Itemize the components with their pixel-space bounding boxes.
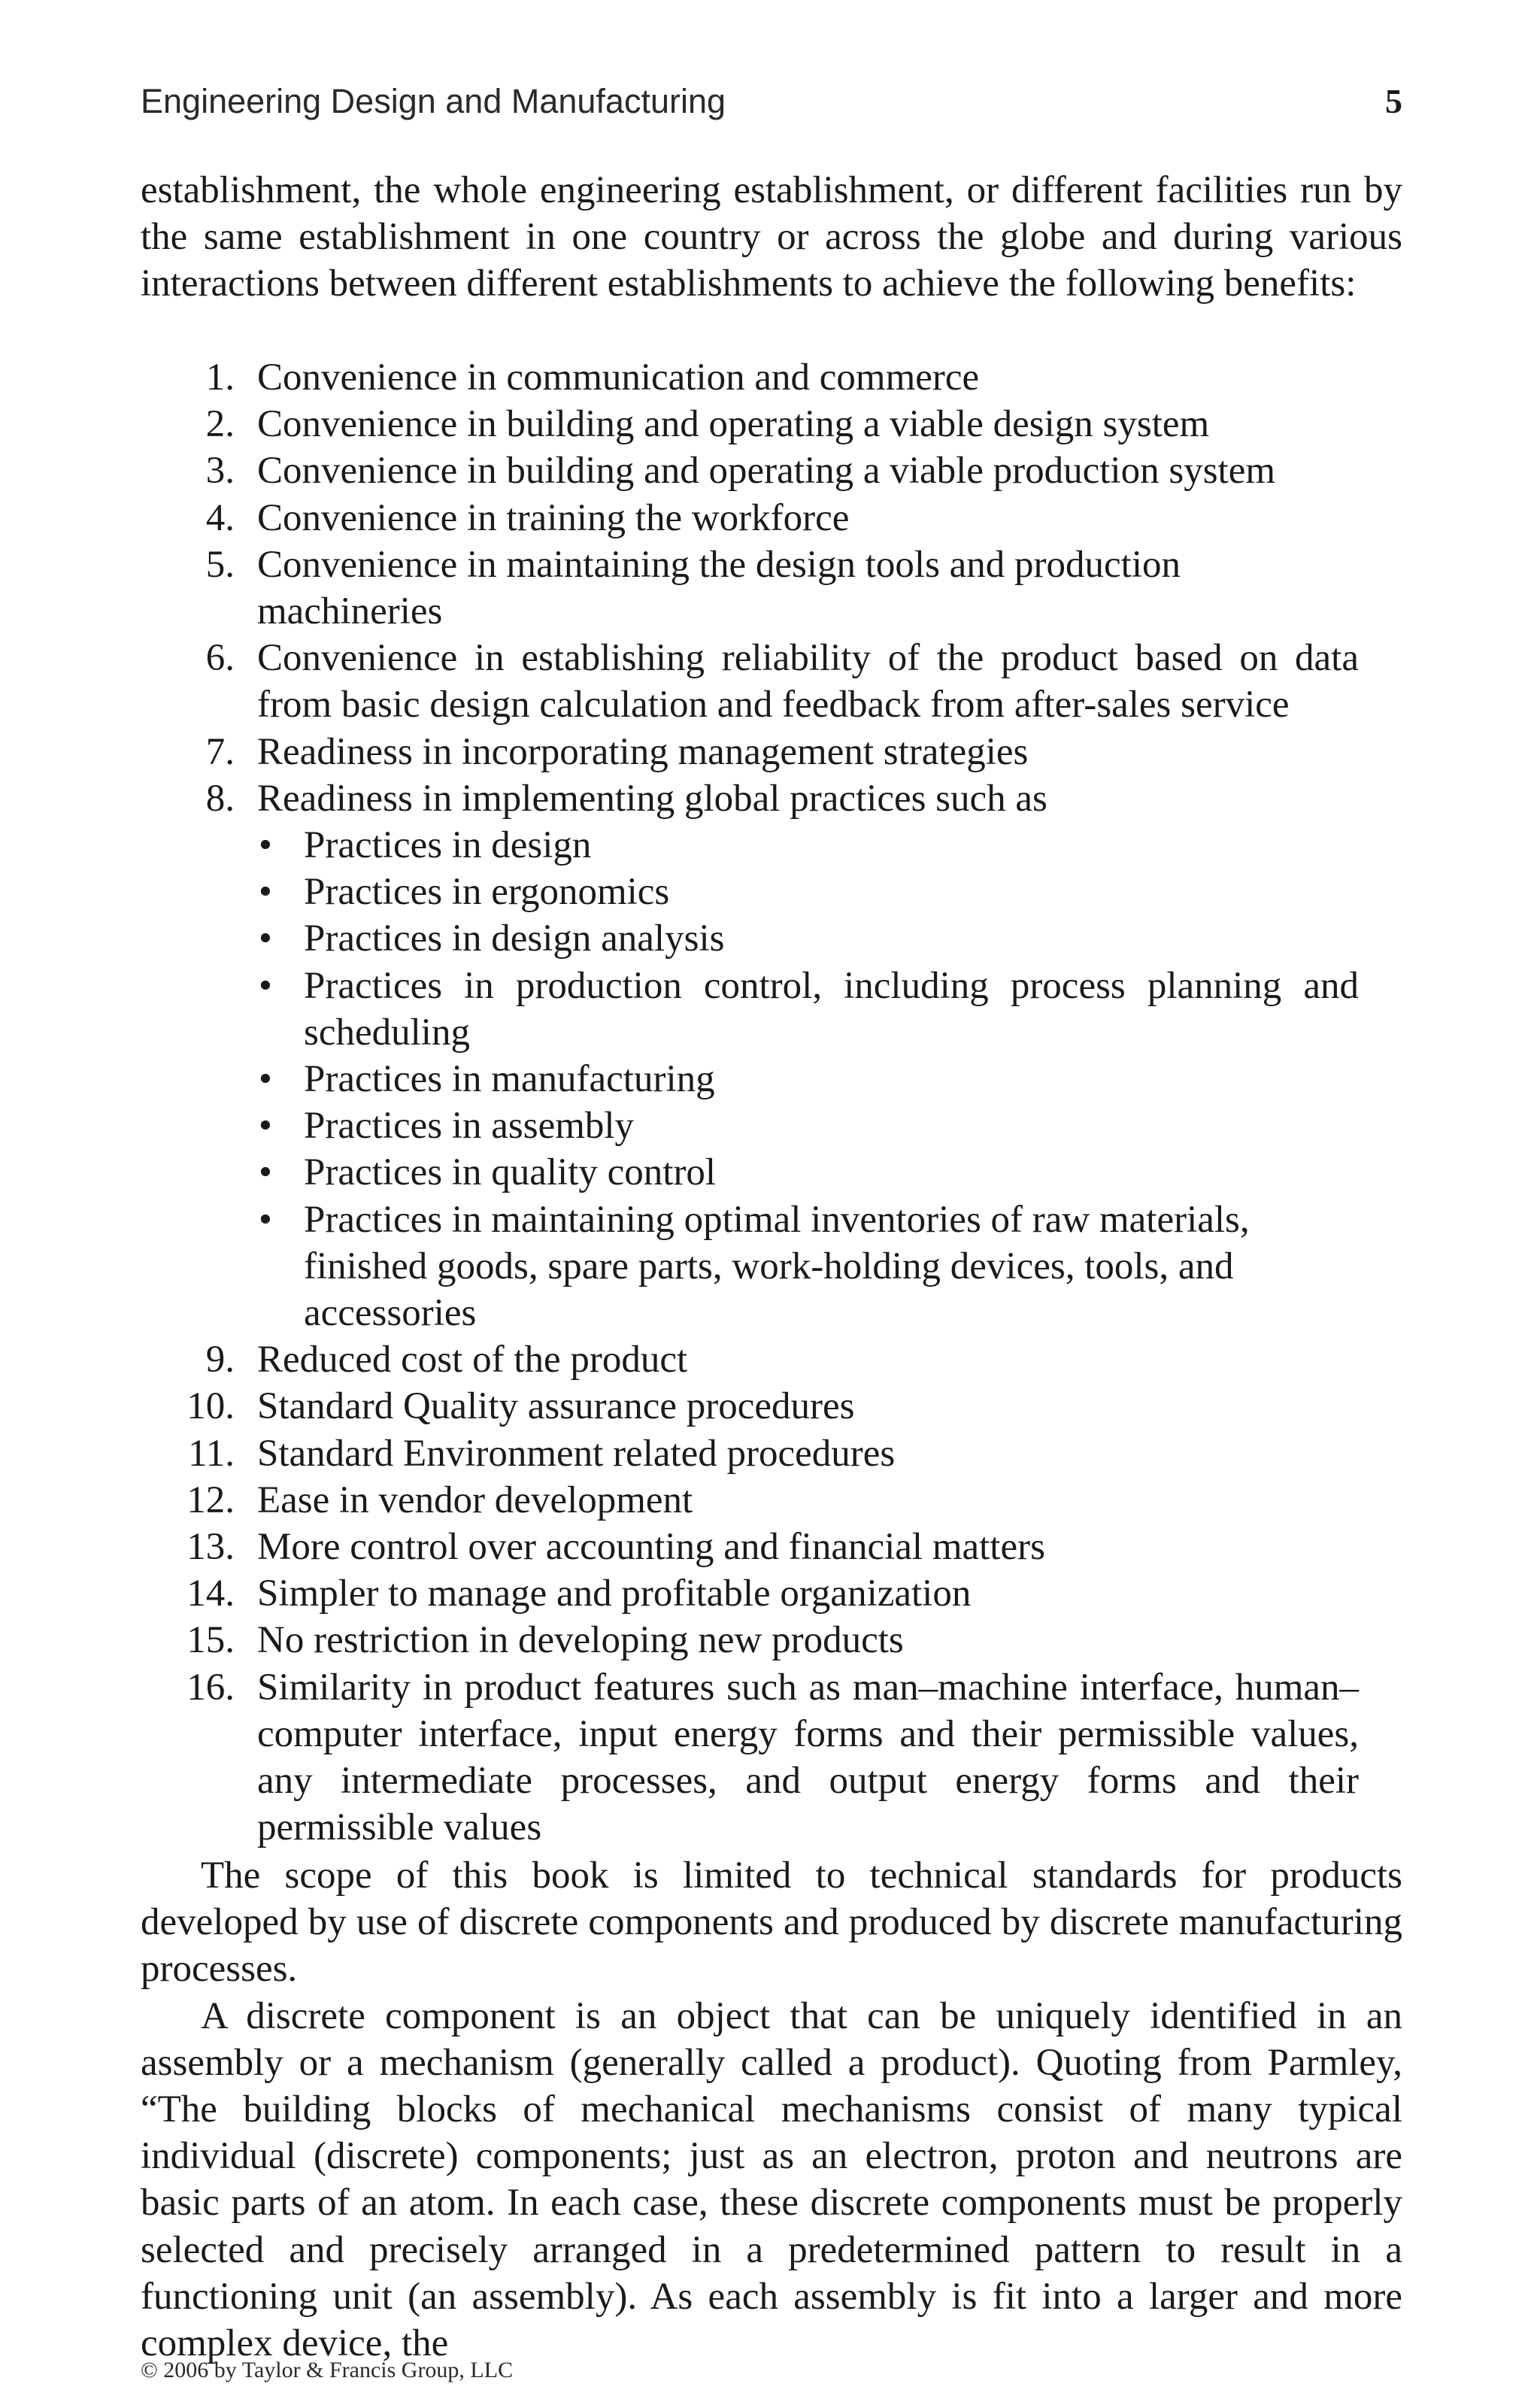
practice-text: Practices in design analysis	[304, 917, 725, 960]
benefit-item	[141, 1570, 1359, 1617]
practice-text: Practices in assembly	[304, 1105, 635, 1148]
running-header	[141, 81, 1402, 134]
practice-text: Practices in ergonomics	[304, 871, 670, 914]
running-title: Engineering Design and Manufacturing	[141, 82, 726, 120]
benefit-text: Convenience in training the workforce	[257, 496, 850, 539]
benefit-item	[141, 401, 1359, 447]
benefits-list	[141, 354, 1359, 1851]
benefit-number: 14.	[186, 1572, 235, 1615]
benefit-item	[141, 541, 1359, 635]
scope-paragraph: The scope of this book is limited to technical standards for products developed by use of discrete components and produced by discrete manufacturing processes.	[141, 1855, 1402, 1991]
benefit-item	[141, 354, 1359, 401]
benefit-item	[141, 635, 1359, 728]
practice-item	[257, 963, 1359, 1056]
practice-text: Practices in design	[304, 824, 592, 867]
bullet-icon: •	[259, 1058, 272, 1101]
benefit-text: Convenience in building and operating a viable production system	[257, 450, 1276, 493]
benefit-text: Convenience in establishing reliability of the product based on data from basic design calculation and feedback from after-sales service	[257, 637, 1359, 726]
benefit-item	[141, 1664, 1359, 1851]
practice-text: Practices in manufacturing	[304, 1058, 715, 1101]
practice-text: Practices in maintaining optimal inventories of raw materials, finished goods, spare parts, work-holding devices, tools, and accessories	[304, 1198, 1250, 1335]
practice-item	[257, 1056, 1359, 1102]
benefit-text: More control over accounting and financial matters	[257, 1526, 1045, 1569]
bullet-icon: •	[259, 1105, 272, 1148]
benefit-item	[141, 1617, 1359, 1663]
copyright-footer: © 2006 by Taylor & Francis Group, LLC	[141, 2358, 514, 2382]
benefit-text: Simpler to manage and profitable organization	[257, 1572, 972, 1615]
practice-item	[257, 869, 1359, 915]
benefit-number: 9.	[205, 1339, 235, 1381]
benefit-text: Standard Quality assurance procedures	[257, 1385, 855, 1428]
bullet-icon: •	[259, 824, 272, 867]
benefit-text: Similarity in product features such as man–machine interface, human–computer interface, input energy forms and their permissible values, any intermediate processes, and output energy forms and their permissible values	[257, 1666, 1359, 1849]
benefit-number: 2.	[205, 403, 235, 446]
benefit-number: 13.	[186, 1526, 235, 1569]
benefit-text: Reduced cost of the product	[257, 1339, 688, 1381]
practice-item	[257, 1102, 1359, 1149]
benefit-number: 4.	[205, 496, 235, 539]
benefit-text: Convenience in building and operating a viable design system	[257, 403, 1210, 446]
benefit-number: 8.	[205, 777, 235, 820]
benefit-item	[141, 1524, 1359, 1570]
intro-paragraph-block	[141, 167, 1402, 308]
practice-text: Practices in production control, including process planning and scheduling	[304, 964, 1359, 1054]
benefit-item	[141, 1430, 1359, 1477]
benefit-number: 1.	[205, 356, 235, 399]
benefit-text: Readiness in incorporating management strategies	[257, 730, 1029, 773]
benefit-item	[141, 775, 1359, 1336]
benefit-text: Standard Environment related procedures	[257, 1432, 896, 1475]
benefit-item	[141, 729, 1359, 775]
benefit-text: Convenience in maintaining the design tools and production machineries	[257, 543, 1181, 633]
benefit-text: Convenience in communication and commerce	[257, 356, 980, 399]
benefit-number: 5.	[205, 543, 235, 586]
benefit-number: 12.	[186, 1478, 235, 1521]
bullet-icon: •	[259, 1198, 272, 1241]
benefit-number: 11.	[188, 1432, 235, 1475]
benefit-number: 7.	[205, 730, 235, 773]
bullet-icon: •	[259, 871, 272, 914]
practice-item	[257, 1196, 1359, 1337]
benefit-number: 6.	[205, 637, 235, 680]
bullet-icon: •	[259, 917, 272, 960]
benefit-number: 3.	[205, 450, 235, 493]
benefits-list-block	[141, 354, 1359, 1851]
bullet-icon: •	[259, 1151, 272, 1194]
page-number: 5	[1385, 82, 1402, 120]
closing-paragraphs	[141, 1852, 1402, 2367]
benefit-number: 15.	[186, 1619, 235, 1662]
practice-item	[257, 1149, 1359, 1196]
benefit-item	[141, 1383, 1359, 1430]
benefit-number: 10.	[186, 1385, 235, 1428]
benefit-item	[141, 1336, 1359, 1383]
benefit-item	[141, 447, 1359, 494]
benefit-item	[141, 495, 1359, 541]
benefit-text: Ease in vendor development	[257, 1478, 693, 1521]
benefit-text: Readiness in implementing global practices such as	[257, 777, 1047, 820]
bullet-icon: •	[259, 964, 272, 1007]
practice-item	[257, 915, 1359, 962]
benefit-number: 16.	[186, 1666, 235, 1709]
practice-text: Practices in quality control	[304, 1151, 717, 1194]
discrete-component-paragraph: A discrete component is an object that can be uniquely identified in an assembly or a mechanism (generally called a product). Quoting from Parmley, “The building blocks of mechanical mechanisms consist of many typical individual (discrete) components; just as an electron, proton and neutrons are basic parts of an atom. In each case, these discrete components must be properly selected and precisely arranged in a predetermined pattern to result in a functioning unit (an assembly). As each assembly is fit into a larger and more complex device, the	[141, 1994, 1402, 2365]
practices-sublist	[257, 822, 1359, 1336]
benefit-text: No restriction in developing new products	[257, 1619, 904, 1662]
benefit-item	[141, 1477, 1359, 1524]
practice-item	[257, 822, 1359, 869]
intro-paragraph: establishment, the whole engineering establishment, or different facilities run by the same establishment in one country or across the globe and during various interactions between different establishments to achieve the following benefits:	[141, 169, 1402, 305]
